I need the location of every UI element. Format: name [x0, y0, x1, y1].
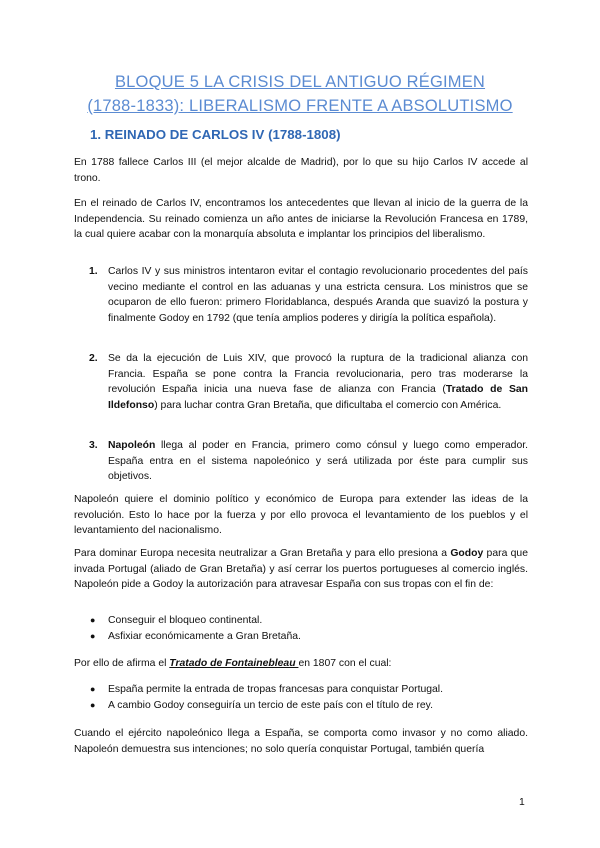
napoleon-bold: Napoleón — [108, 440, 156, 451]
section-title: REINADO DE CARLOS IV (1788-1808) — [104, 127, 341, 142]
paragraph-5-text-a: Por ello de afirma el — [74, 658, 170, 669]
list-item-2 — [108, 351, 528, 413]
bullet-icon: ● — [90, 615, 96, 625]
list-number-1: 1. — [89, 266, 98, 277]
paragraph-5-text-b: en 1807 con el cual: — [298, 658, 392, 669]
paragraph-3: Napoleón quiere el dominio político y económico de Europa para extender las ideas de la revolución. Esto lo hace por la fuerza y por ello provoca el levantamiento de los pueblos y el levantamiento del nacionalismo. — [74, 494, 528, 537]
section-heading — [90, 127, 341, 142]
list-item-3-text: llega al poder en Francia, primero como cónsul y luego como emperador. España entra en el sistema napoleónico y será utilizada por éste para cumplir sus objetivos. — [108, 440, 528, 483]
section-number: 1. — [90, 127, 102, 142]
list-item-2-text-b: ) para luchar contra Gran Bretaña, que dificultaba el comercio con América. — [154, 399, 502, 411]
list-item-3 — [108, 438, 528, 485]
paragraph-1: En 1788 fallece Carlos III (el mejor alcalde de Madrid), por lo que su hijo Carlos IV accede al trono. — [74, 157, 528, 184]
list-item-2-text-a: Se da la ejecución de Luis XIV, que provocó la ruptura de la tradicional alianza con Francia. España se pone contra la Francia revolucionaria, pero tras moderarse la revolución España inicia una nueva fase de alianza con Francia ( — [108, 353, 528, 396]
list-item-1: Carlos IV y sus ministros intentaron evitar el contagio revolucionario procedentes del país vecino mediante el control en las aduanas y una estricta censura. Los ministros que se ocuparon de ello fueron: primero Floridablanca, después Aranda que suavizó la postura y finalmente Godoy en 1792 (que tenía amplios poderes y dirigía la política española). — [108, 266, 528, 324]
godoy-bold: Godoy — [450, 548, 484, 559]
bullet-item: A cambio Godoy conseguiría un tercio de este país con el título de rey. — [108, 700, 433, 711]
list-number-2: 2. — [89, 353, 98, 364]
page-number: 1 — [519, 797, 525, 808]
bullet-icon: ● — [90, 684, 96, 694]
tratado-fontainebleau: Tratado de Fontainebleau — [169, 658, 299, 669]
paragraph-4 — [74, 546, 528, 593]
paragraph-2: En el reinado de Carlos IV, encontramos los antecedentes que llevan al inicio de la guerra de la Independencia. Su reinado comienza un año antes de iniciarse la Revolución Francesa en 1789, la cual quiere acabar con la monarquía absoluta e implantar los principios del liberalismo. — [74, 198, 528, 241]
title-line-2: (1788-1833): LIBERALISMO FRENTE A ABSOLUTISMO — [87, 97, 513, 115]
paragraph-4-text-b: para que invada Portugal (aliado de Gran Bretaña) y así cerrar los puertos portugueses al comercio inglés. Napoleón pide a Godoy la autorización para atravesar España con sus tropas con el fin de: — [74, 548, 528, 591]
paragraph-4-text-a: Para dominar Europa necesita neutralizar a Gran Bretaña y para ello presiona a — [74, 548, 451, 559]
bullet-icon: ● — [90, 700, 96, 710]
list-number-3: 3. — [89, 440, 98, 451]
title-line-1: BLOQUE 5 LA CRISIS DEL ANTIGUO RÉGIMEN — [114, 73, 486, 91]
paragraph-6: Cuando el ejército napoleónico llega a España, se comporta como invasor y no como aliado. Napoleón demuestra sus intenciones; no solo quería conquistar Portugal, también quería — [74, 728, 528, 755]
bullet-item: España permite la entrada de tropas francesas para conquistar Portugal. — [108, 684, 444, 695]
paragraph-5 — [74, 656, 528, 672]
bullet-icon: ● — [90, 631, 96, 641]
tratado-san-ildefonso: Tratado de San Ildefonso — [108, 384, 529, 411]
bullet-item: Conseguir el bloqueo continental. — [108, 615, 263, 626]
bullet-item: Asfixiar económicamente a Gran Bretaña. — [108, 631, 301, 642]
